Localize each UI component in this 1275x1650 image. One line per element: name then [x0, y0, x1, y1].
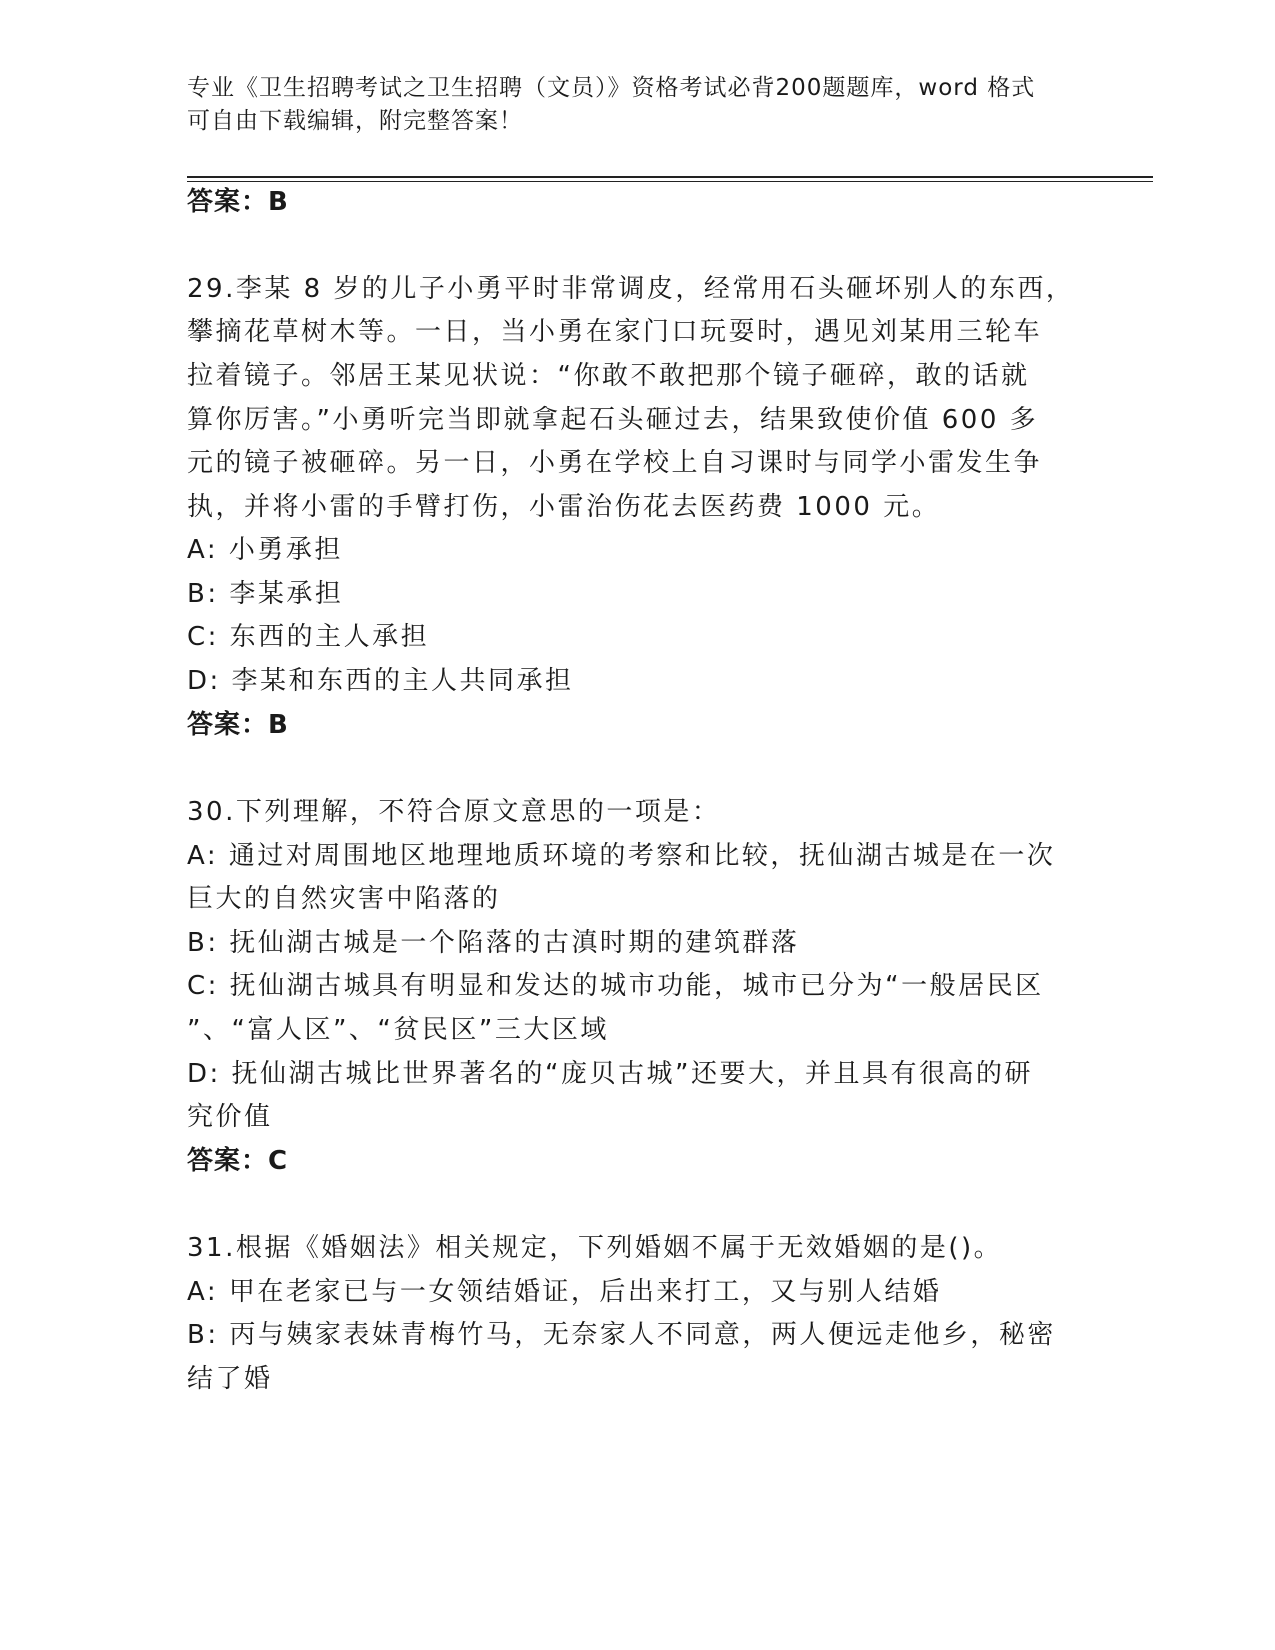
option-d: D: 抚仙湖古城比世界著名的“庞贝古城”还要大，并且具有很高的研 — [187, 1059, 1033, 1089]
question-stem-line: 攀摘花草树木等。一日，当小勇在家门口玩耍时，遇见刘某用三轮车 — [187, 317, 1043, 347]
option-c: C: 抚仙湖古城具有明显和发达的城市功能，城市已分为“一般居民区 — [187, 971, 1044, 1001]
option-d-continued: 究价值 — [187, 1102, 273, 1132]
question-stem-line: 拉着镜子。邻居王某见状说：“你敢不敢把那个镜子砸碎，敢的话就 — [187, 361, 1030, 391]
option-b: B: 丙与姨家表妹青梅竹马，无奈家人不同意，两人便远走他乡，秘密 — [187, 1320, 1056, 1350]
answer-label: 答案：B — [187, 187, 289, 217]
question-stem-line: 29.李某 8 岁的儿子小勇平时非常调皮，经常用石头砸坏别人的东西， — [187, 274, 1075, 304]
answer-label: 答案：C — [187, 1146, 289, 1176]
option-b: B: 抚仙湖古城是一个陷落的古滇时期的建筑群落 — [187, 928, 800, 958]
option-c-continued: ”、“富人区”、“贫民区”三大区域 — [187, 1015, 609, 1045]
question-stem-line: 算你厉害。”小勇听完当即就拿起石头砸过去，结果致使价值 600 多 — [187, 405, 1039, 435]
option-c: C: 东西的主人承担 — [187, 622, 430, 652]
question-stem-line: 30.下列理解，不符合原文意思的一项是： — [187, 797, 721, 827]
option-a: A: 甲在老家已与一女领结婚证，后出来打工，又与别人结婚 — [187, 1277, 942, 1307]
option-a-continued: 巨大的自然灾害中陷落的 — [187, 884, 501, 914]
option-a: A: 小勇承担 — [187, 535, 343, 565]
header-title-line-2: 可自由下载编辑，附完整答案！ — [187, 108, 523, 134]
question-stem-line: 执，并将小雷的手臂打伤，小雷治伤花去医药费 1000 元。 — [187, 492, 941, 522]
option-a: A: 通过对周围地区地理地质环境的考察和比较，抚仙湖古城是在一次 — [187, 841, 1056, 871]
header-title-line-1: 专业《卫生招聘考试之卫生招聘（文员）》资格考试必背200题题库，word 格式 — [187, 75, 1036, 101]
page-header — [187, 72, 1067, 138]
option-b: B: 李某承担 — [187, 579, 344, 609]
option-d: D: 李某和东西的主人共同承担 — [187, 666, 574, 696]
question-stem-line: 元的镜子被砸碎。另一日，小勇在学校上自习课时与同学小雷发生争 — [187, 448, 1043, 478]
answer-label: 答案：B — [187, 710, 289, 740]
option-b-continued: 结了婚 — [187, 1364, 273, 1394]
header-rule-thick — [187, 176, 1153, 178]
question-stem-line: 31.根据《婚姻法》相关规定，下列婚姻不属于无效婚姻的是()。 — [187, 1233, 1003, 1263]
header-rule-thin — [187, 181, 1153, 182]
